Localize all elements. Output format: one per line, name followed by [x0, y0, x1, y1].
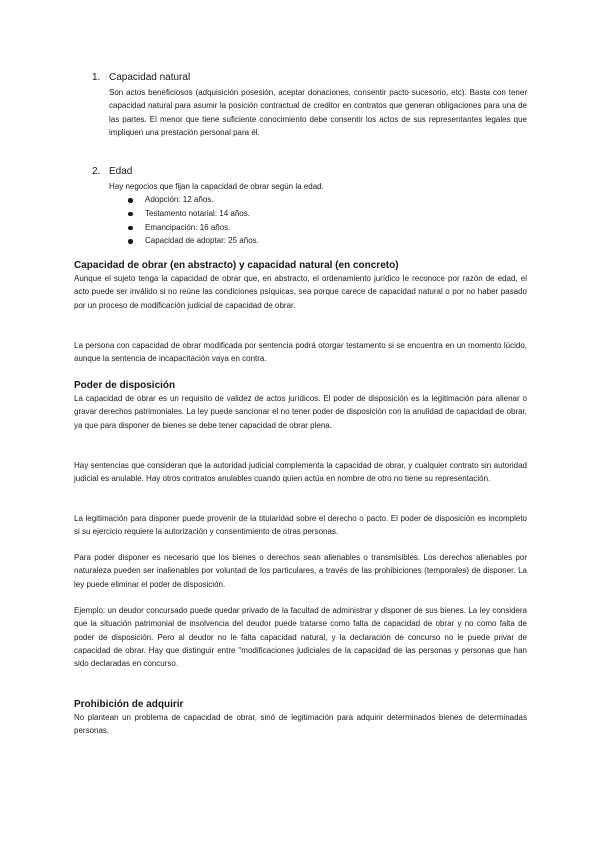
list-item-body: Son actos beneficiosos (adquisición posesión, aceptar donaciones, consentir pacto sucesorio, etc). Basta con tener capacidad natural para asumir la posición contractual de creditor en contratos que generan obligaciones para una de las partes. El menor que tiene suficiente conocimiento debe consentir los actos de sus representantes legales que impliquen una prestación personal para él. — [109, 88, 527, 137]
list-item-body: Hay negocios que fijan la capacidad de obrar según la edad. — [109, 182, 324, 191]
bullet-dot-icon — [128, 198, 133, 203]
section-heading: Capacidad de obrar (en abstracto) y capacidad natural (en concreto) — [74, 260, 399, 271]
bullet-dot-icon — [128, 226, 133, 231]
list-item-edad — [92, 166, 527, 196]
paragraph-block — [74, 339, 527, 366]
bullet-item: Capacidad de adoptar: 25 años. — [126, 234, 426, 248]
section-heading: Poder de disposición — [74, 380, 176, 391]
bullet-item: Adopción: 12 años. — [126, 193, 426, 207]
list-item-title: Edad — [109, 166, 133, 177]
list-item-title: Capacidad natural — [109, 72, 191, 83]
paragraph: Ejemplo: un deudor concursado puede quedar privado de la facultad de administrar y disponer de sus bienes. La ley considera que la situación patrimonial de insolvencia del deudor puede tratarse como falta de capacidad de obrar y no como falta de poder de disposición. Pero al deudor no le falta capacidad natural, y la declaración de concurso no le puede privar de capacidad de obrar. Hay que distinguir entre "modificaciones judiciales de la capacidad de las personas y personas que han sido declaradas en concurso. — [74, 606, 527, 669]
paragraph: La legitimación para disponer puede provenir de la titularidad sobre el derecho o pacto. El poder de disposición es incompleto si su ejercicio requiere la autorización y consentimiento de otras personas. — [74, 514, 527, 537]
paragraph: La persona con capacidad de obrar modificada por sentencia podrá otorgar testamento si se encuentra en un momento lúcido, aunque la sentencia de incapacitación vaya en contra. — [74, 341, 527, 364]
paragraph: Hay sentencias que consideran que la autoridad judicial complementa la capacidad de obrar, y cualquier contrato sin autoridad judicial es anulable. Hay otros contratos anulables cuando quien actúa en nombre de otro no tiene su representación. — [74, 461, 527, 484]
section-poder-disposicion — [74, 379, 527, 432]
list-number: 2. — [92, 166, 101, 177]
paragraph: La capacidad de obrar es un requisito de validez de actos jurídicos. El poder de disposición es la legitimación para alienar o gravar derechos patrimoniales. La ley puede sancionar el no tener poder de disposición con la anulidad de capacidad de obrar, ya que para disponer de bienes se debe tener capacidad de obrar plena. — [74, 394, 527, 430]
bullet-dot-icon — [128, 239, 133, 244]
bullet-item: Testamento notarial: 14 años. — [126, 207, 426, 221]
age-bullet-list — [126, 193, 426, 248]
paragraph-block — [74, 512, 527, 539]
paragraph-block — [74, 551, 527, 591]
bullet-dot-icon — [128, 212, 133, 217]
list-item-capacidad-natural — [92, 72, 527, 152]
section-heading: Prohibición de adquirir — [74, 699, 184, 710]
section-prohibicion-adquirir — [74, 698, 527, 738]
paragraph: Para poder disponer es necesario que los bienes o derechos sean alienables o transmisibles. Los derechos alienables por naturaleza pueden ser inalienables por voluntad de los particulares, a través de las prohibiciones (temporales) de disponer. La ley puede eliminar el poder de disposición. — [74, 553, 527, 589]
paragraph-block — [74, 459, 527, 486]
paragraph-block — [74, 604, 527, 670]
list-number: 1. — [92, 72, 101, 83]
section-capacidad-abstracto — [74, 259, 527, 312]
paragraph: No plantean un problema de capacidad de obrar, sinó de legitimación para adquirir determinados bienes de determinadas personas. — [74, 713, 527, 736]
paragraph: Aunque el sujeto tenga la capacidad de obrar que, en abstracto, el ordenamiento jurídico le reconoce por razón de edad, el acto puede ser inválido si no reúne las condiciones psíquicas, sea porque carece de capacidad natural o por no haber pasado por un proceso de modificación judicial de capacidad de obrar. — [74, 274, 527, 310]
bullet-item: Emancipación: 16 años. — [126, 221, 426, 235]
